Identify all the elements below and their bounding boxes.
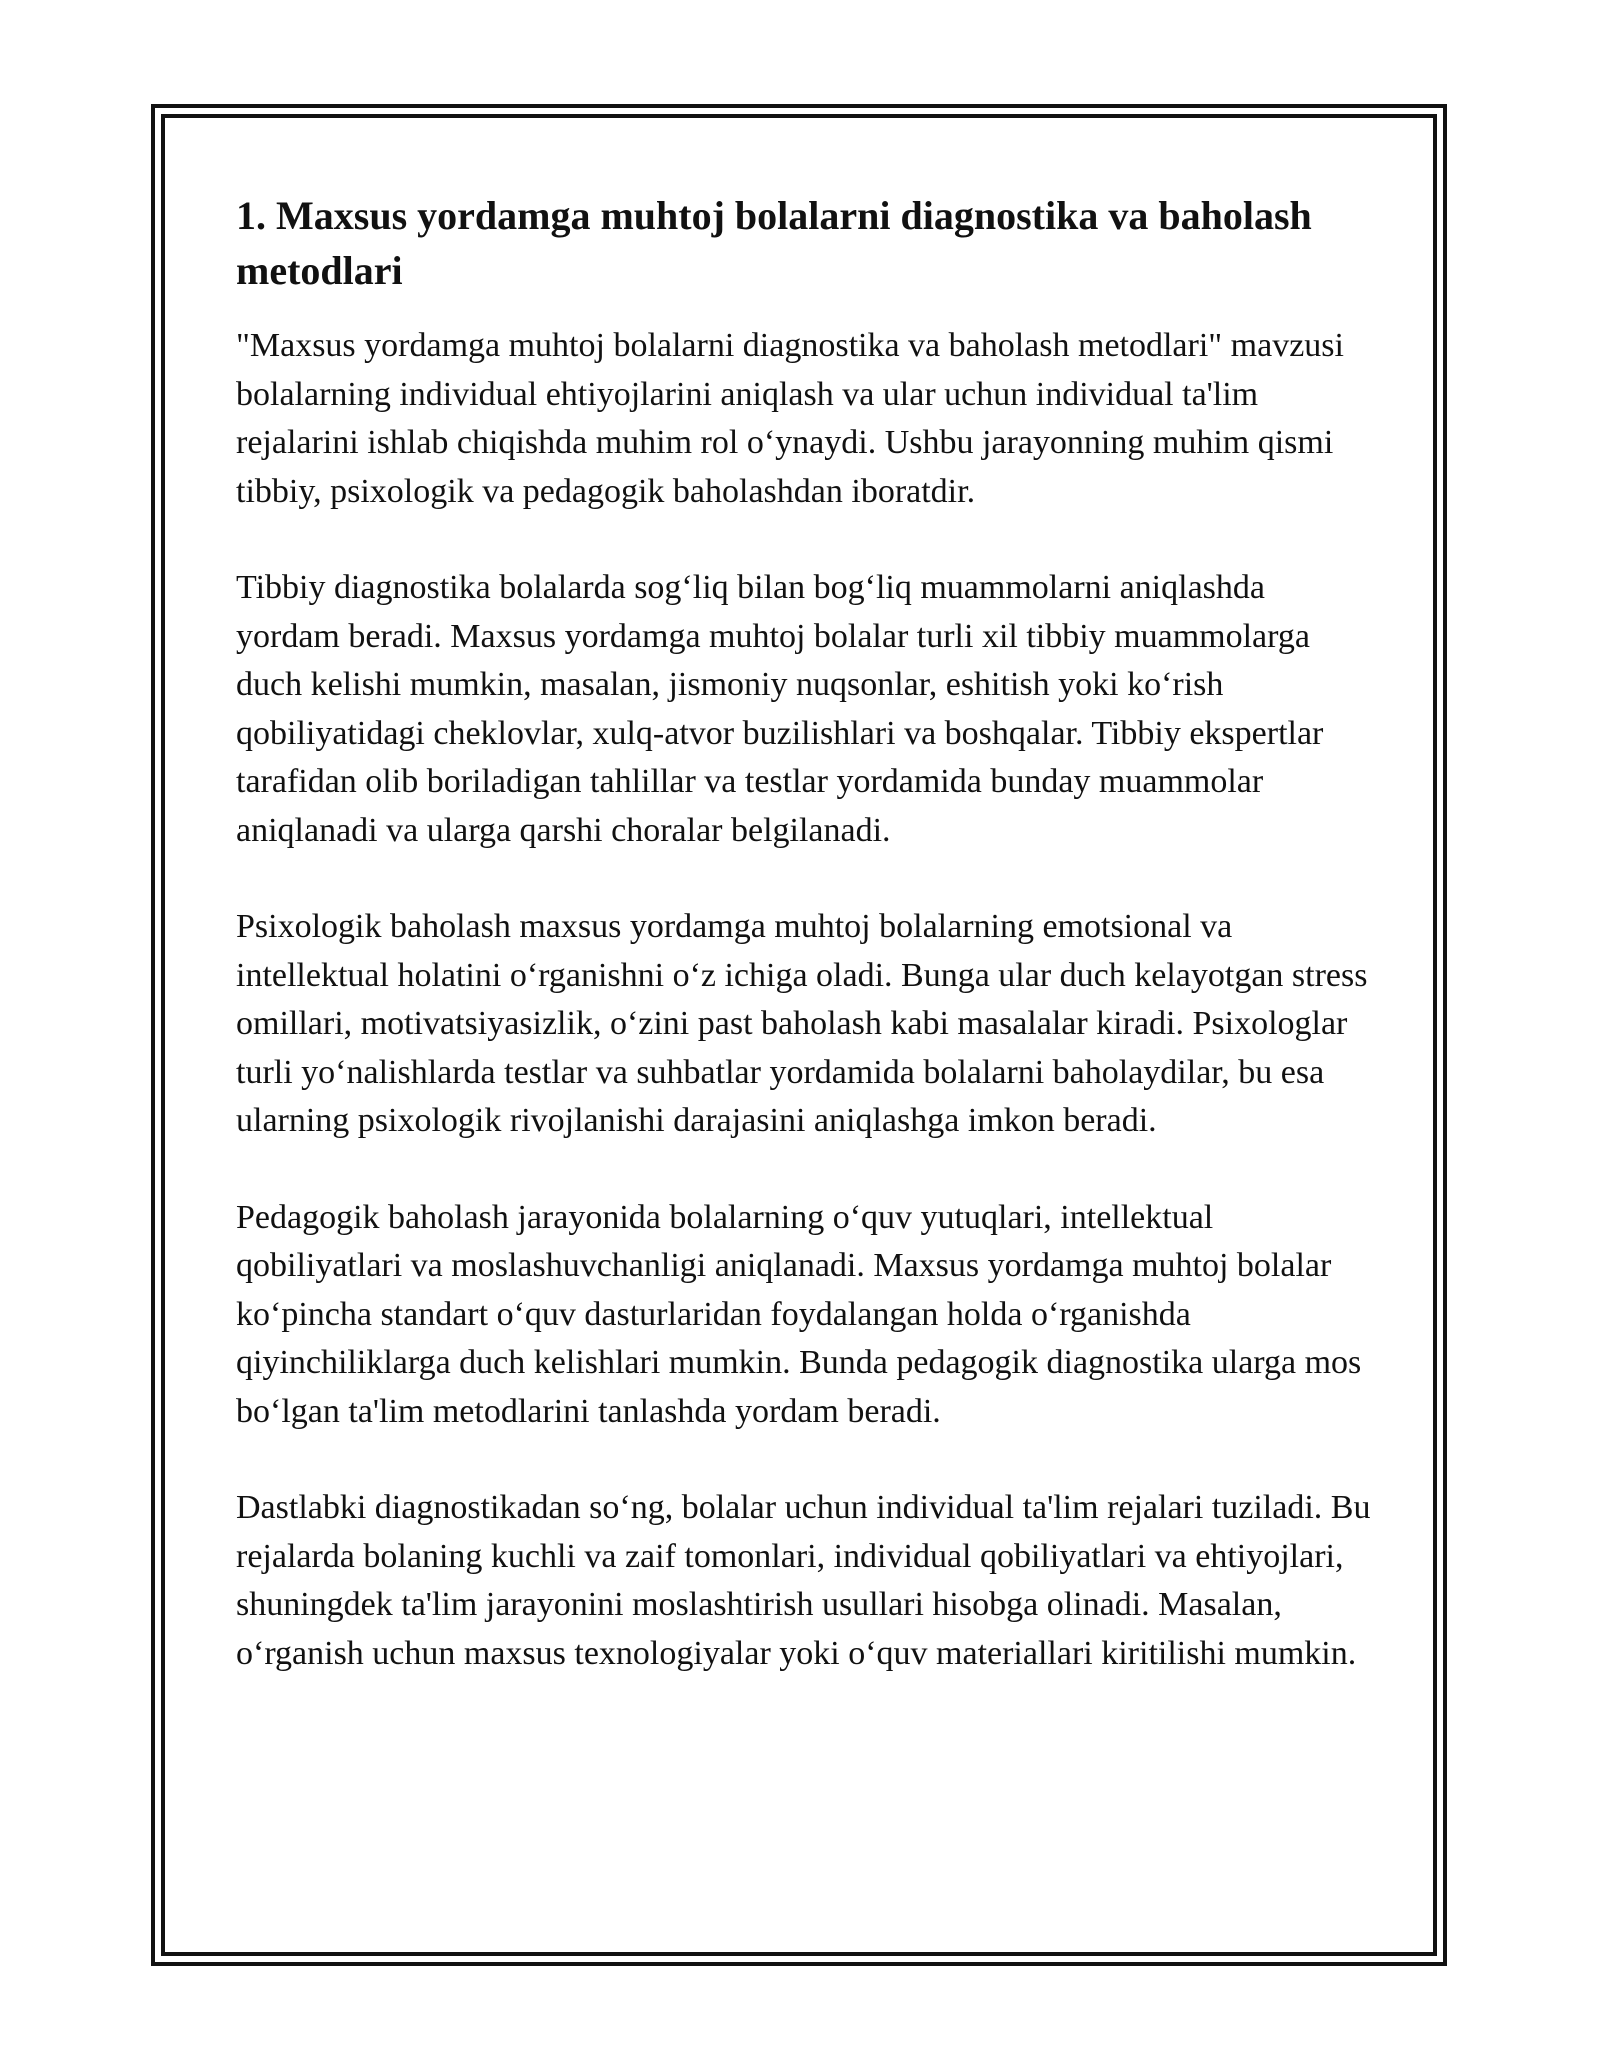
- paragraph-intro: "Maxsus yordamga muhtoj bolalarni diagnostika va baholash metodlari" mavzusi bolalarning individual ehtiyojlarini aniqlash va ular uchun individual ta'lim rejalarini ishlab chiqishda muhim rol o‘ynaydi. Ushbu jarayonning muhim qismi tibbiy, psixologik va pedagogik baholashdan iboratdir.: [236, 327, 1344, 510]
- paragraph-pedagogical-assessment: Pedagogik baholash jarayonida bolalarning o‘quv yutuqlari, intellektual qobiliyatlari va moslashuvchanligi aniqlanadi. Maxsus yordamga muhtoj bolalar ko‘pincha standart o‘quv dasturlaridan foydalangan holda o‘rganishda qiyinchiliklarga duch kelishlari mumkin. Bunda pedagogik diagnostika ularga mos bo‘lgan ta'lim metodlarini tanlashda yordam beradi.: [236, 1198, 1362, 1430]
- paragraph-psychological-assessment: Psixologik baholash maxsus yordamga muhtoj bolalarning emotsional va intellektual holatini o‘rganishni o‘z ichiga oladi. Bunga ular duch kelayotgan stress omillari, motivatsiyasizlik, o‘zini past baholash kabi masalalar kiradi. Psixologlar turli yo‘nalishlarda testlar va suhbatlar yordamida bolalarni baholaydilar, bu esa ularning psixologik rivojlanishi darajasini aniqlashga imkon beradi.: [236, 908, 1368, 1139]
- document-content: [236, 188, 1376, 1678]
- paragraph-individual-plans: Dastlabki diagnostikadan so‘ng, bolalar uchun individual ta'lim rejalari tuziladi. Bu rejalarda bolaning kuchli va zaif tomonlari, individual qobiliyatlari va ehtiyojlari, shuningdek ta'lim jarayonini moslashtirish usullari hisobga olinadi. Masalan, o‘rganish uchun maxsus texnologiyalar yoki o‘quv materiallari kiritilishi mumkin.: [236, 1489, 1371, 1672]
- paragraph-medical-diagnostics: Tibbiy diagnostika bolalarda sog‘liq bilan bog‘liq muammolarni aniqlashda yordam beradi. Maxsus yordamga muhtoj bolalar turli xil tibbiy muammolarga duch kelishi mumkin, masalan, jismoniy nuqsonlar, eshitish yoki ko‘rish qobiliyatidagi cheklovlar, xulq-atvor buzilishlari va boshqalar. Tibbiy ekspertlar tarafidan olib boriladigan tahlillar va testlar yordamida bunday muammolar aniqlanadi va ularga qarshi choralar belgilanadi.: [236, 569, 1324, 849]
- section-heading: 1. Maxsus yordamga muhtoj bolalarni diagnostika va baholash metodlari: [236, 193, 1312, 293]
